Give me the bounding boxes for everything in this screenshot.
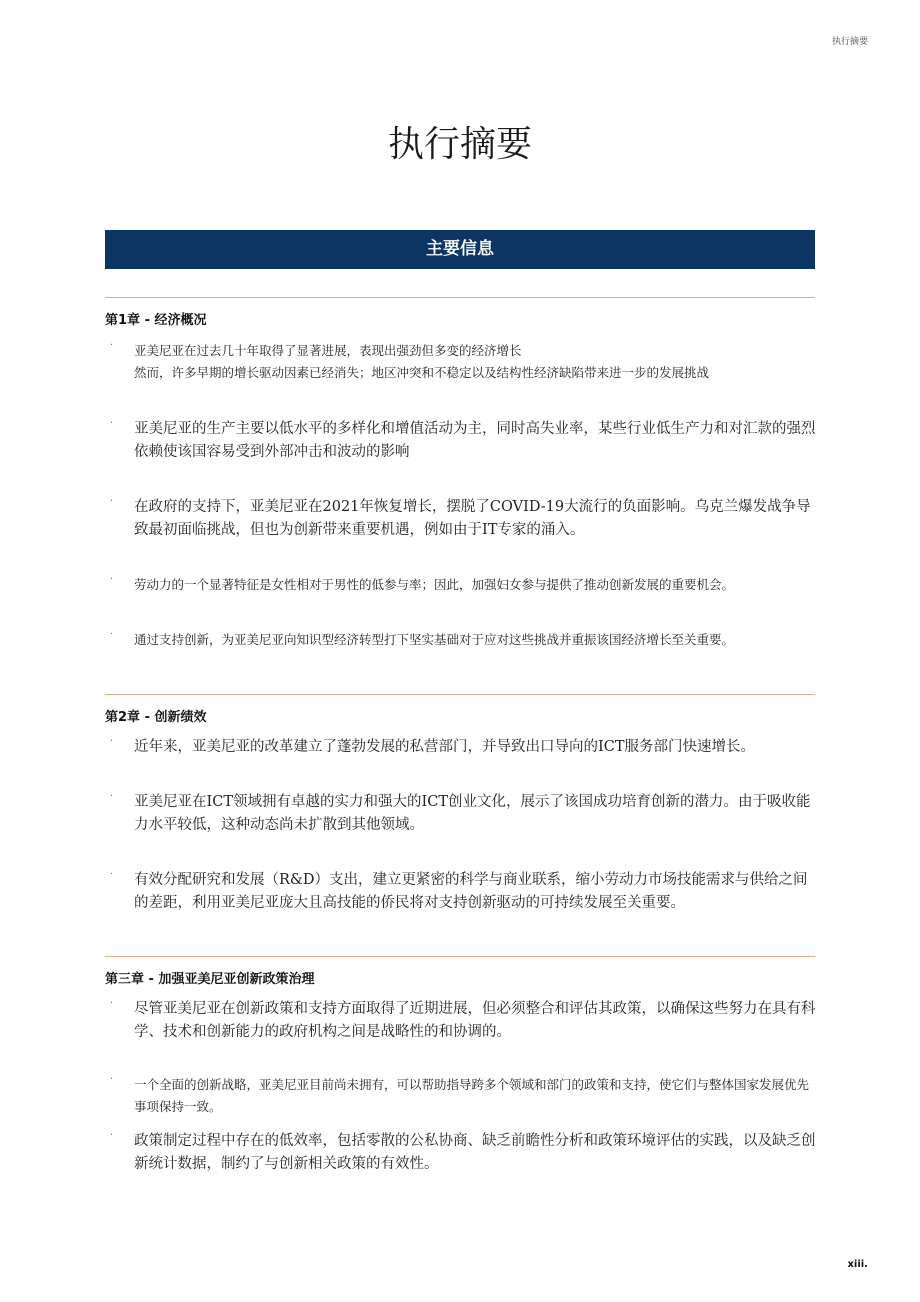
bullet-icon: · [110, 496, 114, 507]
bullet-text: 有效分配研究和发展（R&D）支出，建立更紧密的科学与商业联系，缩小劳动力市场技能需求与供给之间的差距，利用亚美尼亚庞大且高技能的侨民将对支持创新驱动的可持续发展至关重要。 [134, 872, 808, 911]
bullet-icon: · [110, 1130, 114, 1141]
chapter-2-section [105, 694, 815, 725]
key-messages-banner: 主要信息 [105, 230, 815, 269]
chapter-3-heading: 第三章 - 加强亚美尼亚创新政策治理 [105, 972, 315, 987]
bullet-text: 尽管亚美尼亚在创新政策和支持方面取得了近期进展，但必须整合和评估其政策，以确保这些努力在具有科学、技术和创新能力的政府机构之间是战略性的和协调的。 [134, 1001, 816, 1040]
bullet-text: 政策制定过程中存在的低效率，包括零散的公私协商、缺乏前瞻性分析和政策环境评估的实践，以及缺乏创新统计数据，制约了与创新相关政策的有效性。 [134, 1133, 816, 1172]
bullet-icon: · [110, 1074, 114, 1085]
bullet-text [134, 340, 817, 384]
bullet-text: 亚美尼亚在ICT领域拥有卓越的实力和强大的ICT创业文化，展示了该国成功培育创新的潜力。由于吸收能力水平较低，这种动态尚未扩散到其他领域。 [134, 794, 811, 833]
bullet-text-line: 然而，许多早期的增长驱动因素已经消失；地区冲突和不稳定以及结构性经济缺陷带来进一步的发展挑战 [134, 365, 710, 380]
bullet-icon: · [110, 574, 114, 585]
bullet-text: 近年来，亚美尼亚的改革建立了蓬勃发展的私营部门，并导致出口导向的ICT服务部门快速增长。 [134, 739, 755, 755]
section-divider [105, 297, 815, 298]
bullet-text: 一个全面的创新战略，亚美尼亚目前尚未拥有，可以帮助指导跨多个领域和部门的政策和支持，使它们与整体国家发展优先事项保持一致。 [134, 1077, 810, 1114]
bullet-icon: · [110, 791, 114, 802]
chapter-1-section [105, 297, 815, 328]
bullet-icon: · [110, 998, 114, 1009]
page-number: xiii. [847, 1259, 868, 1270]
chapter-3-section [105, 956, 815, 987]
page-title: 执行摘要 [387, 124, 532, 165]
bullet-text: 通过支持创新，为亚美尼亚向知识型经济转型打下坚实基础对于应对这些挑战并重振该国经济增长至关重要。 [134, 632, 735, 647]
bullet-text: 劳动力的一个显著特征是女性相对于男性的低参与率；因此，加强妇女参与提供了推动创新发展的重要机会。 [134, 577, 735, 592]
chapter-2-heading: 第2章 - 创新绩效 [105, 710, 207, 725]
chapter-1-heading: 第1章 - 经济概况 [105, 313, 207, 328]
bullet-text: 在政府的支持下，亚美尼亚在2021年恢复增长，摆脱了COVID-19大流行的负面影响。乌克兰爆发战争导致最初面临挑战，但也为创新带来重要机遇，例如由于IT专家的涌入。 [134, 499, 811, 538]
section-divider [105, 956, 815, 957]
bullet-text-line: 亚美尼亚在过去几十年取得了显著进展，表现出强劲但多变的经济增长 [134, 343, 522, 358]
bullet-text: 亚美尼亚的生产主要以低水平的多样化和增值活动为主，同时高失业率，某些行业低生产力和对汇款的强烈依赖使该国容易受到外部冲击和波动的影响 [134, 421, 816, 460]
section-divider [105, 694, 815, 695]
bullet-icon: · [110, 418, 114, 429]
bullet-icon: · [110, 736, 114, 747]
bullet-icon: · [110, 869, 114, 880]
running-header: 执行摘要 [831, 37, 868, 47]
bullet-icon: · [110, 340, 114, 351]
bullet-icon: · [110, 629, 114, 640]
